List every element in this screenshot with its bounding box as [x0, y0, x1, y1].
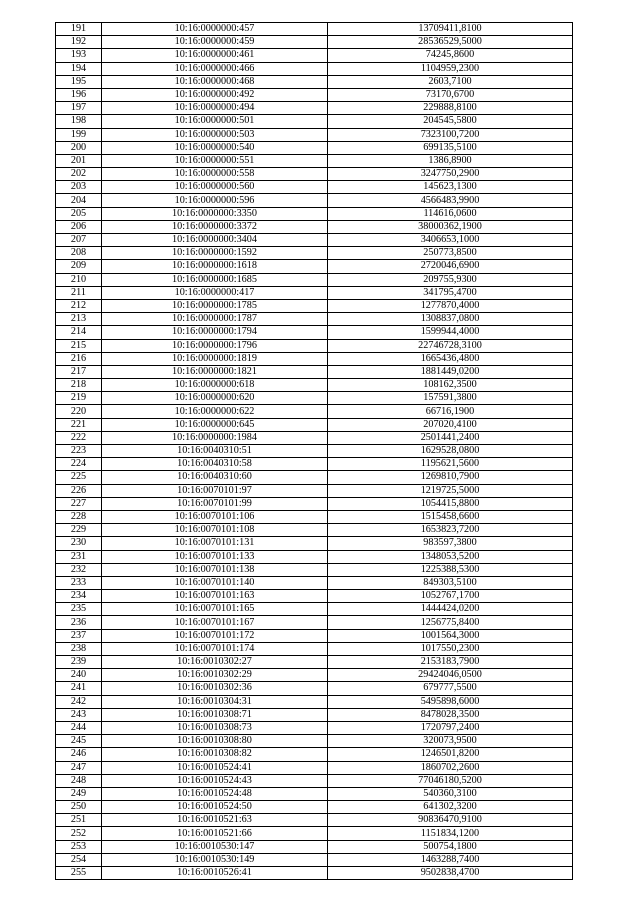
row-number-cell: 211	[56, 286, 102, 299]
row-number-cell: 238	[56, 642, 102, 655]
cadastral-value-cell: 73170,6700	[328, 88, 573, 101]
row-number-cell: 214	[56, 326, 102, 339]
cadastral-number-cell: 10:16:0010308:73	[102, 721, 328, 734]
table-row	[56, 141, 573, 154]
cadastral-number-cell: 10:16:0000000:1785	[102, 299, 328, 312]
row-number-cell: 209	[56, 260, 102, 273]
cadastral-value-cell: 1653823,7200	[328, 524, 573, 537]
cadastral-value-cell: 1269810,7900	[328, 471, 573, 484]
cadastral-value-cell: 9502838,4700	[328, 867, 573, 880]
cadastral-number-cell: 10:16:0000000:1685	[102, 273, 328, 286]
row-number-cell: 228	[56, 510, 102, 523]
row-number-cell: 196	[56, 88, 102, 101]
table-row	[56, 88, 573, 101]
table-row	[56, 75, 573, 88]
row-number-cell: 235	[56, 603, 102, 616]
table-row	[56, 194, 573, 207]
cadastral-value-cell: 1256775,8400	[328, 616, 573, 629]
table-row	[56, 392, 573, 405]
cadastral-value-cell: 1720797,2400	[328, 721, 573, 734]
cadastral-value-cell: 77046180,5200	[328, 774, 573, 787]
cadastral-number-cell: 10:16:0010530:147	[102, 840, 328, 853]
cadastral-number-cell: 10:16:0000000:459	[102, 36, 328, 49]
table-row	[56, 510, 573, 523]
cadastral-value-cell: 1001564,3000	[328, 629, 573, 642]
table-row	[56, 801, 573, 814]
table-row	[56, 260, 573, 273]
cadastral-number-cell: 10:16:0070101:131	[102, 537, 328, 550]
cadastral-number-cell: 10:16:0010308:80	[102, 735, 328, 748]
table-row	[56, 286, 573, 299]
cadastral-number-cell: 10:16:0010524:41	[102, 761, 328, 774]
table-row	[56, 550, 573, 563]
table-row	[56, 326, 573, 339]
cadastral-value-cell: 849303,5100	[328, 576, 573, 589]
cadastral-number-cell: 10:16:0000000:501	[102, 115, 328, 128]
table-row	[56, 273, 573, 286]
table-row	[56, 682, 573, 695]
table-row	[56, 168, 573, 181]
cadastral-value-cell: 13709411,8100	[328, 23, 573, 36]
cadastral-value-cell: 1860702,2600	[328, 761, 573, 774]
cadastral-value-cell: 1151834,1200	[328, 827, 573, 840]
cadastral-value-cell: 1881449,0200	[328, 365, 573, 378]
table-row	[56, 234, 573, 247]
table-row	[56, 814, 573, 827]
cadastral-number-cell: 10:16:0000000:457	[102, 23, 328, 36]
row-number-cell: 213	[56, 313, 102, 326]
cadastral-number-cell: 10:16:0010524:48	[102, 787, 328, 800]
table-row	[56, 365, 573, 378]
table-row	[56, 299, 573, 312]
cadastral-number-cell: 10:16:0000000:1787	[102, 313, 328, 326]
cadastral-value-cell: 114616,0600	[328, 207, 573, 220]
cadastral-number-cell: 10:16:0000000:3350	[102, 207, 328, 220]
cadastral-value-cell: 1246501,8200	[328, 748, 573, 761]
cadastral-value-cell: 108162,3500	[328, 379, 573, 392]
row-number-cell: 191	[56, 23, 102, 36]
row-number-cell: 199	[56, 128, 102, 141]
row-number-cell: 201	[56, 154, 102, 167]
cadastral-value-cell: 341795,4700	[328, 286, 573, 299]
cadastral-number-cell: 10:16:0000000:1592	[102, 247, 328, 260]
cadastral-number-cell: 10:16:0070101:108	[102, 524, 328, 537]
row-number-cell: 227	[56, 497, 102, 510]
document-page	[55, 22, 572, 880]
row-number-cell: 194	[56, 62, 102, 75]
cadastral-value-cell: 250773,8500	[328, 247, 573, 260]
cadastral-number-cell: 10:16:0000000:1794	[102, 326, 328, 339]
row-number-cell: 237	[56, 629, 102, 642]
row-number-cell: 243	[56, 708, 102, 721]
cadastral-value-cell: 145623,1300	[328, 181, 573, 194]
cadastral-number-cell: 10:16:0000000:1819	[102, 352, 328, 365]
row-number-cell: 221	[56, 418, 102, 431]
cadastral-number-cell: 10:16:0000000:620	[102, 392, 328, 405]
cadastral-value-cell: 157591,3800	[328, 392, 573, 405]
cadastral-value-cell: 1225388,5300	[328, 563, 573, 576]
cadastral-value-cell: 1444424,0200	[328, 603, 573, 616]
cadastral-number-cell: 10:16:0000000:1796	[102, 339, 328, 352]
cadastral-number-cell: 10:16:0070101:140	[102, 576, 328, 589]
table-row	[56, 36, 573, 49]
cadastral-number-cell: 10:16:0070101:172	[102, 629, 328, 642]
cadastral-number-cell: 10:16:0000000:551	[102, 154, 328, 167]
cadastral-number-cell: 10:16:0010308:71	[102, 708, 328, 721]
row-number-cell: 219	[56, 392, 102, 405]
cadastral-number-cell: 10:16:0070101:138	[102, 563, 328, 576]
cadastral-value-cell: 2603,7100	[328, 75, 573, 88]
cadastral-number-cell: 10:16:0040310:58	[102, 458, 328, 471]
row-number-cell: 226	[56, 484, 102, 497]
cadastral-number-cell: 10:16:0000000:417	[102, 286, 328, 299]
row-number-cell: 232	[56, 563, 102, 576]
cadastral-value-cell: 1348053,5200	[328, 550, 573, 563]
cadastral-number-cell: 10:16:0010304:31	[102, 695, 328, 708]
cadastral-number-cell: 10:16:0000000:3404	[102, 234, 328, 247]
cadastral-number-cell: 10:16:0000000:3372	[102, 220, 328, 233]
cadastral-value-cell: 204545,5800	[328, 115, 573, 128]
cadastral-value-cell: 22746728,3100	[328, 339, 573, 352]
table-row	[56, 642, 573, 655]
table-row	[56, 207, 573, 220]
table-row	[56, 405, 573, 418]
cadastral-number-cell: 10:16:0000000:618	[102, 379, 328, 392]
row-number-cell: 204	[56, 194, 102, 207]
cadastral-number-cell: 10:16:0010524:50	[102, 801, 328, 814]
row-number-cell: 220	[56, 405, 102, 418]
cadastral-value-cell: 1277870,4000	[328, 299, 573, 312]
cadastral-value-cell: 5495898,6000	[328, 695, 573, 708]
cadastral-value-cell: 209755,9300	[328, 273, 573, 286]
row-number-cell: 240	[56, 669, 102, 682]
cadastral-number-cell: 10:16:0000000:645	[102, 418, 328, 431]
table-row	[56, 827, 573, 840]
table-row	[56, 352, 573, 365]
row-number-cell: 205	[56, 207, 102, 220]
row-number-cell: 202	[56, 168, 102, 181]
cadastral-number-cell: 10:16:0000000:1821	[102, 365, 328, 378]
cadastral-number-cell: 10:16:0000000:492	[102, 88, 328, 101]
row-number-cell: 215	[56, 339, 102, 352]
row-number-cell: 198	[56, 115, 102, 128]
table-row	[56, 524, 573, 537]
table-row	[56, 721, 573, 734]
table-row	[56, 418, 573, 431]
cadastral-number-cell: 10:16:0000000:468	[102, 75, 328, 88]
cadastral-number-cell: 10:16:0000000:466	[102, 62, 328, 75]
row-number-cell: 246	[56, 748, 102, 761]
cadastral-value-cell: 29424046,0500	[328, 669, 573, 682]
row-number-cell: 248	[56, 774, 102, 787]
cadastral-number-cell: 10:16:0040310:51	[102, 445, 328, 458]
cadastral-value-cell: 3406653,1000	[328, 234, 573, 247]
table-row	[56, 247, 573, 260]
table-row	[56, 695, 573, 708]
row-number-cell: 224	[56, 458, 102, 471]
row-number-cell: 192	[56, 36, 102, 49]
table-row	[56, 313, 573, 326]
table-body	[56, 23, 573, 880]
table-row	[56, 853, 573, 866]
cadastral-number-cell: 10:16:0040310:60	[102, 471, 328, 484]
cadastral-value-cell: 3247750,2900	[328, 168, 573, 181]
row-number-cell: 234	[56, 590, 102, 603]
cadastral-number-cell: 10:16:0010524:43	[102, 774, 328, 787]
table-row	[56, 616, 573, 629]
table-row	[56, 484, 573, 497]
cadastral-value-cell: 679777,5500	[328, 682, 573, 695]
row-number-cell: 222	[56, 431, 102, 444]
cadastral-number-cell: 10:16:0010302:29	[102, 669, 328, 682]
row-number-cell: 217	[56, 365, 102, 378]
cadastral-number-cell: 10:16:0000000:1618	[102, 260, 328, 273]
table-row	[56, 590, 573, 603]
row-number-cell: 218	[56, 379, 102, 392]
cadastral-number-cell: 10:16:0070101:163	[102, 590, 328, 603]
table-row	[56, 154, 573, 167]
row-number-cell: 236	[56, 616, 102, 629]
cadastral-value-cell: 1308837,0800	[328, 313, 573, 326]
cadastral-number-cell: 10:16:0010308:82	[102, 748, 328, 761]
cadastral-number-cell: 10:16:0070101:165	[102, 603, 328, 616]
cadastral-number-cell: 10:16:0000000:596	[102, 194, 328, 207]
cadastral-value-cell: 1463288,7400	[328, 853, 573, 866]
cadastral-number-cell: 10:16:0000000:503	[102, 128, 328, 141]
cadastral-value-cell: 1195621,5600	[328, 458, 573, 471]
cadastral-number-cell: 10:16:0070101:99	[102, 497, 328, 510]
cadastral-value-cell: 320073,9500	[328, 735, 573, 748]
row-number-cell: 254	[56, 853, 102, 866]
cadastral-number-cell: 10:16:0070101:174	[102, 642, 328, 655]
table-row	[56, 537, 573, 550]
table-row	[56, 669, 573, 682]
cadastral-value-cell: 1665436,4800	[328, 352, 573, 365]
table-row	[56, 458, 573, 471]
table-row	[56, 708, 573, 721]
row-number-cell: 249	[56, 787, 102, 800]
cadastral-value-cell: 8478028,3500	[328, 708, 573, 721]
cadastral-value-cell: 983597,3800	[328, 537, 573, 550]
row-number-cell: 250	[56, 801, 102, 814]
cadastral-value-cell: 7323100,7200	[328, 128, 573, 141]
table-row	[56, 339, 573, 352]
cadastral-number-cell: 10:16:0070101:133	[102, 550, 328, 563]
table-row	[56, 379, 573, 392]
row-number-cell: 223	[56, 445, 102, 458]
row-number-cell: 197	[56, 102, 102, 115]
cadastral-value-cell: 1515458,6600	[328, 510, 573, 523]
table-row	[56, 49, 573, 62]
table-row	[56, 603, 573, 616]
cadastral-number-cell: 10:16:0000000:1984	[102, 431, 328, 444]
cadastral-value-cell: 500754,1800	[328, 840, 573, 853]
cadastral-number-cell: 10:16:0010521:63	[102, 814, 328, 827]
cadastral-value-cell: 207020,4100	[328, 418, 573, 431]
cadastral-number-cell: 10:16:0070101:106	[102, 510, 328, 523]
cadastral-value-cell: 90836470,9100	[328, 814, 573, 827]
table-row	[56, 220, 573, 233]
row-number-cell: 229	[56, 524, 102, 537]
cadastral-value-cell: 38000362,1900	[328, 220, 573, 233]
table-row	[56, 181, 573, 194]
cadastral-value-cell: 1386,8900	[328, 154, 573, 167]
table-row	[56, 23, 573, 36]
row-number-cell: 206	[56, 220, 102, 233]
row-number-cell: 247	[56, 761, 102, 774]
cadastral-value-cell: 2501441,2400	[328, 431, 573, 444]
row-number-cell: 195	[56, 75, 102, 88]
cadastral-number-cell: 10:16:0010302:27	[102, 656, 328, 669]
table-row	[56, 867, 573, 880]
cadastral-number-cell: 10:16:0000000:461	[102, 49, 328, 62]
cadastral-value-cell: 1017550,2300	[328, 642, 573, 655]
cadastral-value-cell: 1599944,4000	[328, 326, 573, 339]
cadastral-value-cell: 699135,5100	[328, 141, 573, 154]
table-row	[56, 102, 573, 115]
cadastral-number-cell: 10:16:0070101:97	[102, 484, 328, 497]
row-number-cell: 255	[56, 867, 102, 880]
cadastral-value-cell: 2720046,6900	[328, 260, 573, 273]
cadastral-value-cell: 2153183,7900	[328, 656, 573, 669]
table-row	[56, 471, 573, 484]
cadastral-value-cell: 28536529,5000	[328, 36, 573, 49]
table-row	[56, 787, 573, 800]
table-row	[56, 761, 573, 774]
row-number-cell: 244	[56, 721, 102, 734]
row-number-cell: 207	[56, 234, 102, 247]
row-number-cell: 193	[56, 49, 102, 62]
cadastral-value-cell: 641302,3200	[328, 801, 573, 814]
row-number-cell: 203	[56, 181, 102, 194]
cadastral-number-cell: 10:16:0000000:558	[102, 168, 328, 181]
cadastral-number-cell: 10:16:0010521:66	[102, 827, 328, 840]
cadastral-number-cell: 10:16:0010302:36	[102, 682, 328, 695]
row-number-cell: 251	[56, 814, 102, 827]
row-number-cell: 225	[56, 471, 102, 484]
table-row	[56, 445, 573, 458]
row-number-cell: 200	[56, 141, 102, 154]
table-row	[56, 115, 573, 128]
table-row	[56, 748, 573, 761]
row-number-cell: 230	[56, 537, 102, 550]
cadastral-value-cell: 1629528,0800	[328, 445, 573, 458]
cadastral-number-cell: 10:16:0010526:41	[102, 867, 328, 880]
table-row	[56, 563, 573, 576]
row-number-cell: 245	[56, 735, 102, 748]
table-row	[56, 840, 573, 853]
cadastral-value-cell: 1104959,2300	[328, 62, 573, 75]
row-number-cell: 210	[56, 273, 102, 286]
cadastral-value-cell: 74245,8600	[328, 49, 573, 62]
row-number-cell: 231	[56, 550, 102, 563]
row-number-cell: 253	[56, 840, 102, 853]
cadastral-value-cell: 1054415,8800	[328, 497, 573, 510]
table-row	[56, 735, 573, 748]
row-number-cell: 241	[56, 682, 102, 695]
row-number-cell: 242	[56, 695, 102, 708]
cadastral-number-cell: 10:16:0000000:560	[102, 181, 328, 194]
cadastral-number-cell: 10:16:0000000:540	[102, 141, 328, 154]
cadastral-number-cell: 10:16:0000000:622	[102, 405, 328, 418]
table-row	[56, 629, 573, 642]
cadastral-value-cell: 66716,1900	[328, 405, 573, 418]
table-row	[56, 774, 573, 787]
cadastral-value-cell: 1219725,5000	[328, 484, 573, 497]
cadastral-value-cell: 229888,8100	[328, 102, 573, 115]
table-row	[56, 431, 573, 444]
cadastral-value-table	[55, 22, 573, 880]
cadastral-number-cell: 10:16:0010530:149	[102, 853, 328, 866]
table-row	[56, 576, 573, 589]
row-number-cell: 208	[56, 247, 102, 260]
cadastral-number-cell: 10:16:0000000:494	[102, 102, 328, 115]
row-number-cell: 233	[56, 576, 102, 589]
cadastral-value-cell: 540360,3100	[328, 787, 573, 800]
row-number-cell: 212	[56, 299, 102, 312]
row-number-cell: 216	[56, 352, 102, 365]
table-row	[56, 497, 573, 510]
table-row	[56, 128, 573, 141]
cadastral-value-cell: 4566483,9900	[328, 194, 573, 207]
table-row	[56, 656, 573, 669]
row-number-cell: 252	[56, 827, 102, 840]
table-row	[56, 62, 573, 75]
cadastral-value-cell: 1052767,1700	[328, 590, 573, 603]
row-number-cell: 239	[56, 656, 102, 669]
cadastral-number-cell: 10:16:0070101:167	[102, 616, 328, 629]
